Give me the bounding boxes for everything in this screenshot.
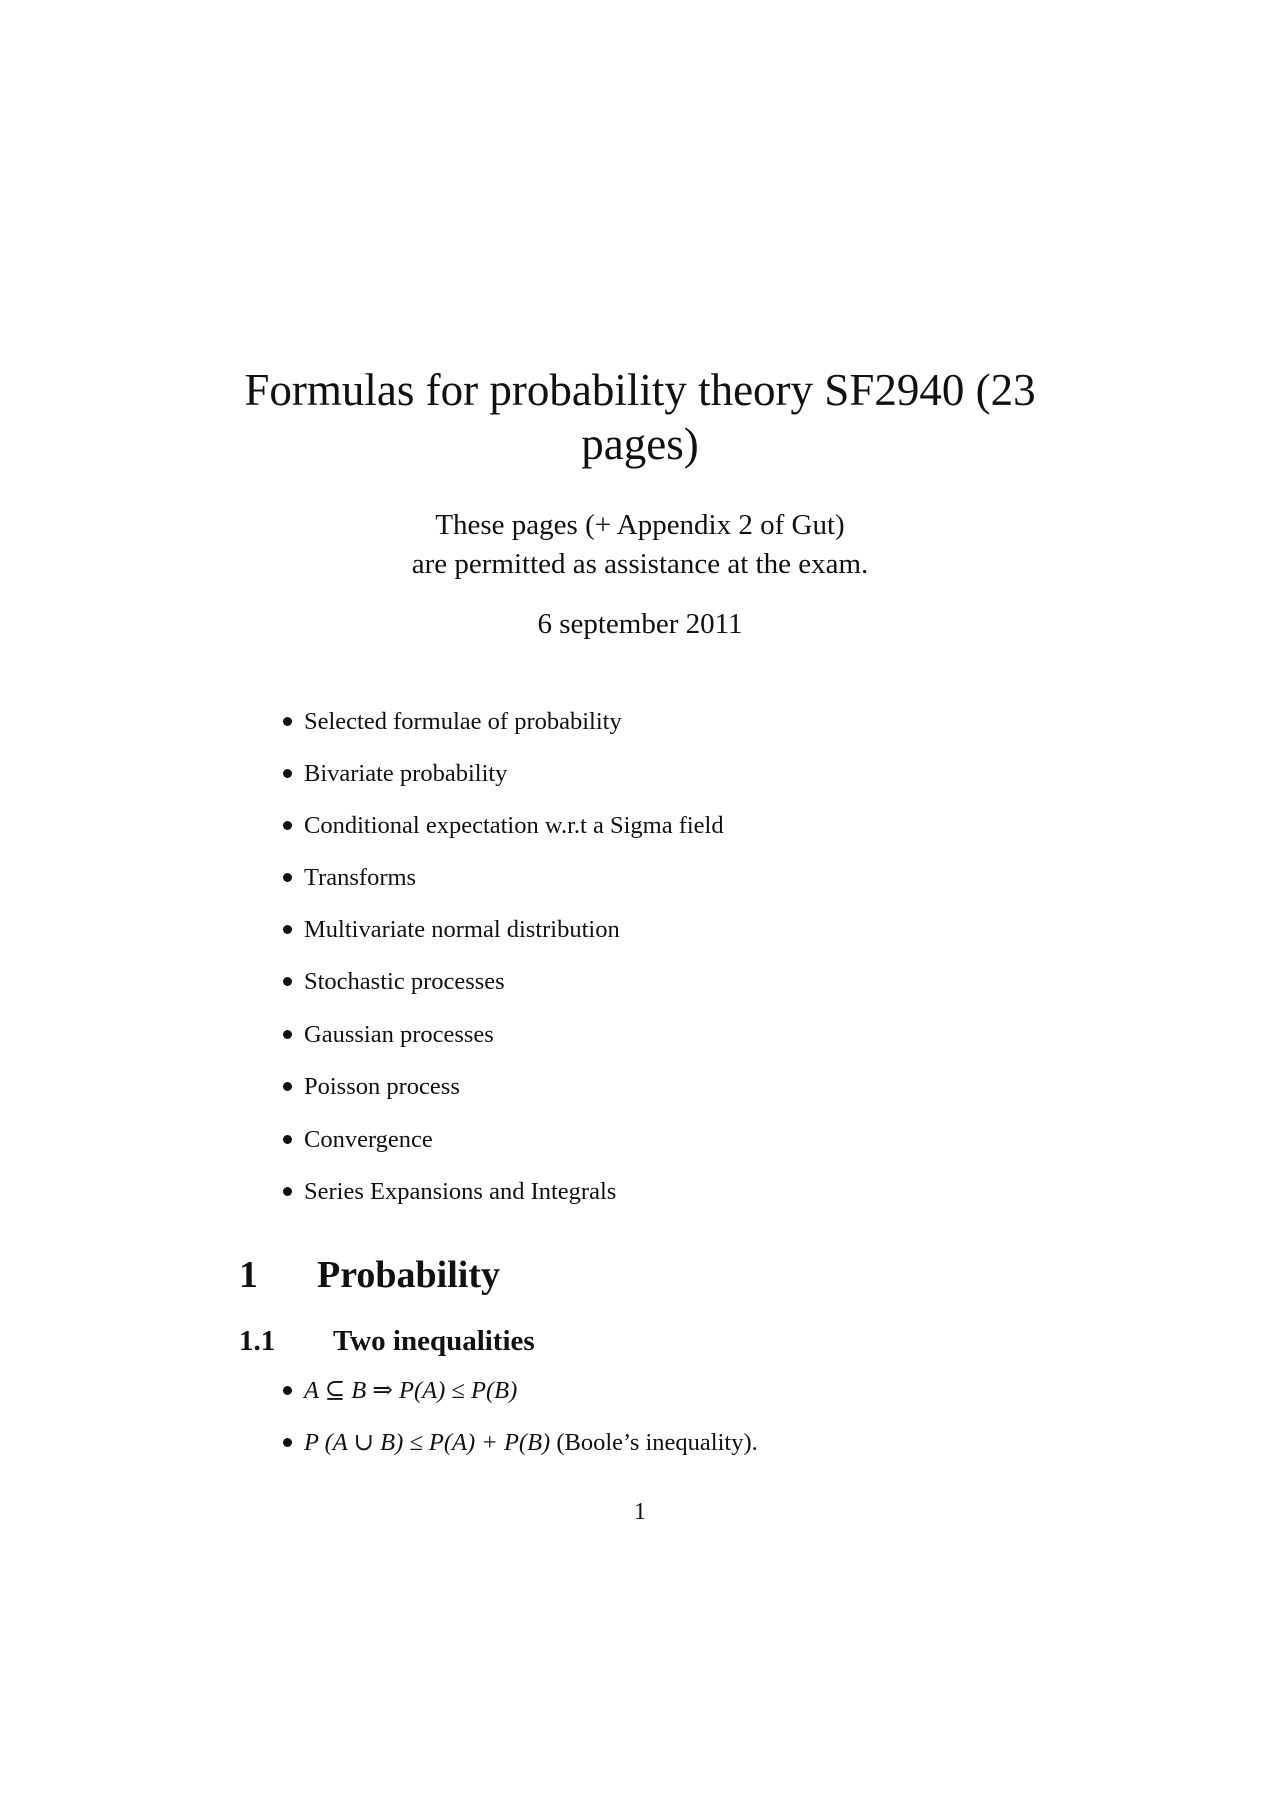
list-item <box>283 1177 616 1207</box>
subtitle-line-2: are permitted as assistance at the exam. <box>411 548 869 580</box>
list-item-text: Selected formulae of probability <box>304 708 622 735</box>
list-item <box>283 1020 494 1050</box>
bullet-icon <box>283 769 292 778</box>
list-item <box>283 759 507 789</box>
bullet-icon <box>283 821 292 830</box>
formula-note: (Boole’s inequality). <box>550 1429 758 1456</box>
list-item <box>283 1125 433 1155</box>
subsection-title: Two inequalities <box>333 1325 535 1357</box>
subtitle-line-1: These pages (+ Appendix 2 of Gut) <box>435 509 845 541</box>
list-item <box>283 811 724 841</box>
formula: P (A ∪ B) ≤ P(A) + P(B) <box>304 1429 551 1456</box>
bullet-icon <box>283 1135 292 1144</box>
bullet-icon <box>283 1386 292 1395</box>
list-item <box>283 967 505 997</box>
list-item-text: Poisson process <box>304 1073 460 1100</box>
list-item <box>283 1072 460 1102</box>
list-item-text: Stochastic processes <box>304 968 505 995</box>
list-item <box>283 707 622 737</box>
list-item <box>283 1376 517 1406</box>
section-title: Probability <box>317 1254 500 1296</box>
document-date: 6 september 2011 <box>537 608 743 640</box>
list-item-text: Convergence <box>304 1126 433 1153</box>
bullet-icon <box>283 925 292 934</box>
list-item-text: Conditional expectation w.r.t a Sigma field <box>304 812 724 839</box>
document-title-line-1: Formulas for probability theory SF2940 (23 <box>244 365 1036 415</box>
section-number: 1 <box>239 1254 258 1296</box>
list-item-text: Gaussian processes <box>304 1021 494 1048</box>
subsection-number: 1.1 <box>239 1325 276 1357</box>
list-item-text: Series Expansions and Integrals <box>304 1178 617 1205</box>
bullet-icon <box>283 1030 292 1039</box>
list-item-text: Multivariate normal distribution <box>304 916 620 943</box>
list-item <box>283 915 620 945</box>
bullet-icon <box>283 1082 292 1091</box>
bullet-icon <box>283 1438 292 1447</box>
list-item <box>283 863 416 893</box>
page-number: 1 <box>634 1499 646 1525</box>
document-title-line-2: pages) <box>581 419 699 469</box>
formula: A ⊆ B ⇒ P(A) ≤ P(B) <box>304 1377 518 1404</box>
list-item-text: Transforms <box>304 864 417 891</box>
bullet-icon <box>283 717 292 726</box>
bullet-icon <box>283 873 292 882</box>
list-item <box>283 1428 758 1458</box>
list-item-text: Bivariate probability <box>304 760 508 787</box>
bullet-icon <box>283 977 292 986</box>
bullet-icon <box>283 1187 292 1196</box>
